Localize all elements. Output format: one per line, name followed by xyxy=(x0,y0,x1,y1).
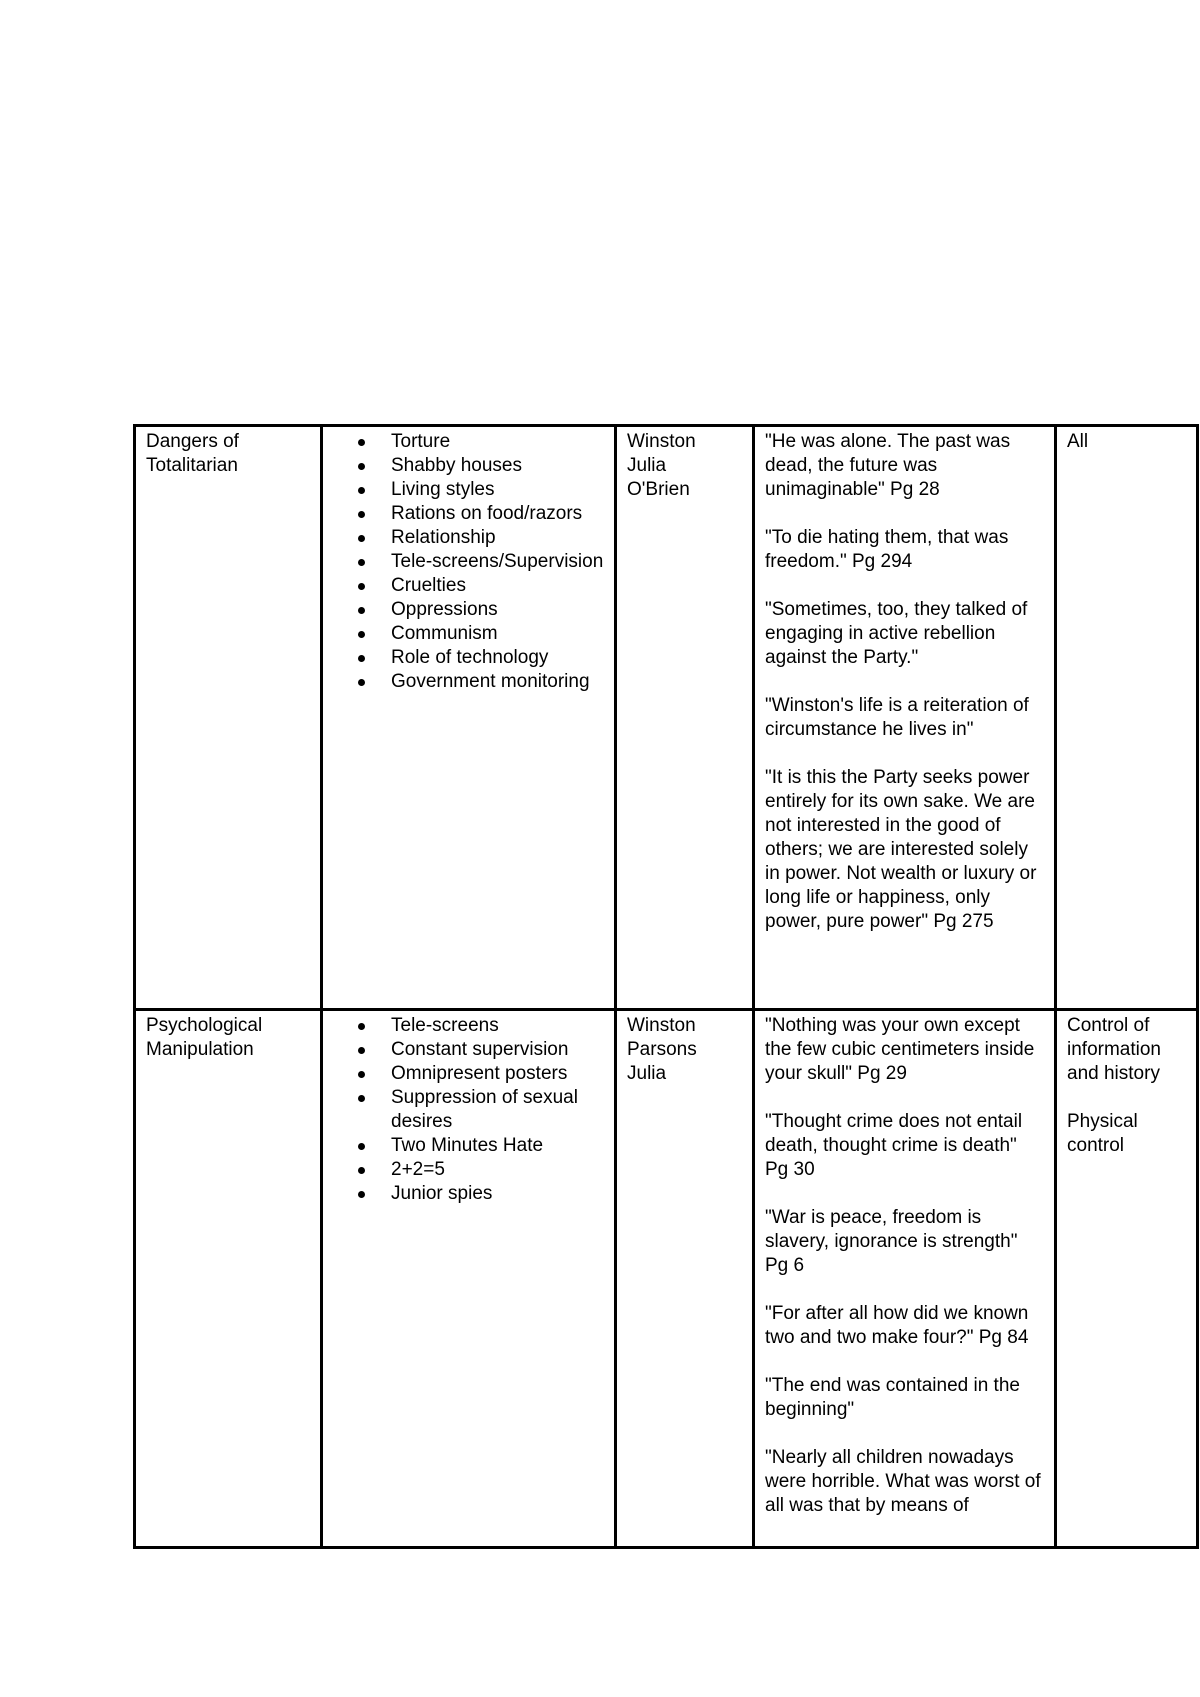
quote: "Nearly all children nowadays were horrible. What was worst of all was that by means of xyxy=(765,1447,1041,1516)
quotes-cell xyxy=(754,1010,1056,1548)
quote: "Nothing was your own except the few cubic centimeters inside your skull" Pg 29 xyxy=(765,1015,1035,1084)
character-name: O'Brien xyxy=(627,479,690,500)
list-item: 2+2=5 xyxy=(391,1158,604,1182)
list-item: Torture xyxy=(391,430,604,454)
subtheme-cell xyxy=(1056,1010,1198,1548)
subtheme: Physical control xyxy=(1067,1111,1138,1156)
character-name: Winston xyxy=(627,431,696,452)
themes-table xyxy=(133,424,1199,1549)
evidence-list xyxy=(333,430,604,694)
characters-cell xyxy=(616,1010,754,1548)
quote: "Thought crime does not entail death, thought crime is death" Pg 30 xyxy=(765,1111,1023,1180)
table-row xyxy=(135,1010,1198,1548)
subtheme: All xyxy=(1067,431,1089,452)
list-item: Tele-screens/Supervision xyxy=(391,551,604,572)
quote: "He was alone. The past was dead, the future was unimaginable" Pg 28 xyxy=(765,431,1011,500)
list-item: Government monitoring xyxy=(391,670,604,694)
list-item: Constant supervision xyxy=(391,1038,604,1062)
list-item: Omnipresent posters xyxy=(391,1062,604,1086)
list-item: Rations on food/razors xyxy=(391,502,604,526)
list-item: Living styles xyxy=(391,478,604,502)
evidence-cell xyxy=(322,426,616,1010)
table-row xyxy=(135,426,1198,1010)
theme-title: Dangers of Totalitarian xyxy=(146,431,239,476)
theme-cell xyxy=(135,1010,322,1548)
list-item: Tele-screens xyxy=(391,1014,604,1038)
theme-cell xyxy=(135,426,322,1010)
quote: "It is this the Party seeks power entirely for its own sake. We are not interested in the good of others; we are interested solely in power. Not wealth or luxury or long life or happiness, only power, pure power" Pg 275 xyxy=(765,767,1037,932)
quote: "To die hating them, that was freedom." Pg 294 xyxy=(765,527,1009,572)
list-item: Two Minutes Hate xyxy=(391,1134,604,1158)
subtheme-cell xyxy=(1056,426,1198,1010)
list-item: Shabby houses xyxy=(391,454,604,478)
list-item: Oppressions xyxy=(391,598,604,622)
quote: "Winston's life is a reiteration of circumstance he lives in" xyxy=(765,695,1029,740)
list-item: Junior spies xyxy=(391,1182,604,1206)
quote: "The end was contained in the beginning" xyxy=(765,1375,1020,1420)
quote: "Sometimes, too, they talked of engaging in active rebellion against the Party." xyxy=(765,599,1028,668)
list-item: Relationship xyxy=(391,526,604,550)
character-name: Julia xyxy=(627,1063,667,1084)
list-item: Suppression of sexual desires xyxy=(391,1086,604,1134)
list-item: Role of technology xyxy=(391,646,604,670)
character-name: Winston xyxy=(627,1015,696,1036)
evidence-list xyxy=(333,1014,604,1206)
quote: "For after all how did we known two and two make four?" Pg 84 xyxy=(765,1303,1029,1348)
theme-title: Psychological Manipulation xyxy=(146,1015,263,1060)
character-name: Julia xyxy=(627,455,667,476)
evidence-cell xyxy=(322,1010,616,1548)
quotes-cell xyxy=(754,426,1056,1010)
quote: "War is peace, freedom is slavery, ignorance is strength" Pg 6 xyxy=(765,1207,1018,1276)
list-item: Communism xyxy=(391,622,604,646)
subtheme: Control of information and history xyxy=(1067,1015,1161,1084)
character-name: Parsons xyxy=(627,1039,697,1060)
list-item: Cruelties xyxy=(391,574,604,598)
characters-cell xyxy=(616,426,754,1010)
